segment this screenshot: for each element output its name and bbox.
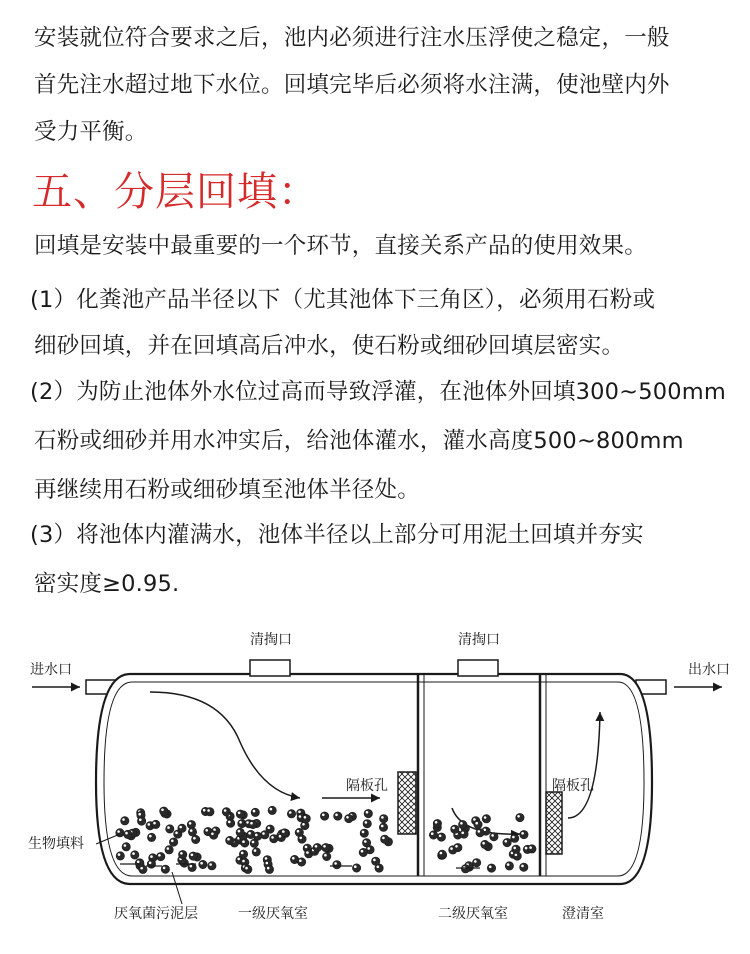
filler-ball-highlight: [525, 847, 528, 850]
filler-ball-highlight: [237, 858, 240, 861]
filler-ball: [454, 843, 462, 851]
filler-ball-highlight: [252, 841, 255, 844]
filler-ball: [280, 829, 288, 837]
filler-ball: [199, 860, 207, 868]
filler-ball-highlight: [440, 852, 443, 855]
filler-ball: [188, 828, 196, 836]
filler-ball: [460, 830, 468, 838]
filler-ball: [252, 848, 260, 856]
filler-ball-highlight: [175, 832, 178, 835]
filler-ball-highlight: [137, 861, 140, 864]
intro-line-2: 首先注水超过地下水位。回填完毕后必须将水注满，使池壁内外: [34, 72, 670, 98]
filler-ball: [137, 817, 145, 825]
filler-ball: [152, 820, 160, 828]
filler-ball-highlight: [475, 822, 478, 825]
filler-ball-highlight: [367, 847, 370, 850]
filler-ball: [249, 820, 257, 828]
filler-ball-highlight: [238, 812, 241, 815]
filler-ball-highlight: [322, 814, 325, 817]
filler-ball-highlight: [122, 818, 125, 821]
filler-ball-highlight: [242, 840, 245, 843]
filler-ball-highlight: [238, 830, 241, 833]
filler-ball: [438, 850, 446, 858]
filler-ball: [161, 865, 169, 873]
body-line-5: 石粉或细砂并用水冲实后，给池体灌水，灌水高度500~800mm: [34, 428, 684, 454]
filler-ball: [178, 824, 186, 832]
filler-ball-highlight: [149, 862, 152, 865]
filler-ball-highlight: [323, 845, 326, 848]
inlet-label: 进水口: [30, 662, 72, 678]
filler-ball: [482, 815, 490, 823]
filler-ball-highlight: [227, 838, 230, 841]
filler-ball: [362, 839, 370, 847]
filler-ball-highlight: [529, 846, 532, 849]
filler-ball-highlight: [439, 835, 442, 838]
filler-ball: [239, 850, 247, 858]
filler-ball-highlight: [362, 831, 365, 834]
filler-ball-highlight: [117, 830, 120, 833]
filler-ball-highlight: [211, 833, 214, 836]
filler-ball: [503, 838, 511, 846]
filler-ball: [165, 846, 173, 854]
chamber-1-label: 一级厌氧室: [238, 906, 308, 922]
filler-ball-highlight: [373, 859, 376, 862]
filler-ball: [352, 864, 360, 872]
filler-ball: [135, 859, 143, 867]
filler-ball: [121, 817, 129, 825]
filler-ball: [244, 865, 252, 873]
filler-ball-highlight: [289, 811, 292, 814]
filler-ball-highlight: [452, 827, 455, 830]
filler-ball: [226, 819, 234, 827]
filler-ball-highlight: [118, 853, 121, 856]
filler-ball-highlight: [149, 835, 152, 838]
filler-ball-highlight: [180, 852, 183, 855]
filler-ball-highlight: [521, 832, 524, 835]
filler-ball-highlight: [153, 822, 156, 825]
filler-ball: [520, 830, 528, 838]
filler-ball-highlight: [138, 813, 141, 816]
filler-ball-highlight: [381, 825, 384, 828]
filler-ball-highlight: [191, 854, 194, 857]
filler-ball: [433, 819, 441, 827]
filler-ball: [451, 825, 459, 833]
filler-ball-highlight: [268, 827, 271, 830]
filler-ball-highlight: [474, 860, 477, 863]
filler-ball: [360, 829, 368, 837]
filler-ball: [474, 820, 482, 828]
septic-tank-diagram: [0, 612, 750, 954]
body-line-6: 再继续用石粉或细砂填至池体半径处。: [34, 477, 420, 503]
filler-ball: [345, 814, 353, 822]
filler-ball: [461, 865, 469, 873]
filler-ball: [334, 812, 342, 820]
filler-ball-highlight: [515, 854, 518, 857]
filler-ball-highlight: [125, 832, 128, 835]
filler-ball: [166, 825, 174, 833]
filler-ball-highlight: [171, 840, 174, 843]
filler-ball: [490, 833, 498, 841]
filler-ball: [333, 861, 341, 869]
filler-ball: [122, 843, 130, 851]
filler-ball-highlight: [491, 834, 494, 837]
filler-ball-highlight: [366, 811, 369, 814]
filler-ball-highlight: [203, 809, 206, 812]
body-line-2: (1）化粪池产品半径以下（尤其池体下三角区），必须用石粉或: [30, 287, 656, 313]
filler-ball: [372, 857, 380, 865]
filler-ball-highlight: [306, 851, 309, 854]
body-line-7: (3）将池体内灌满水，池体半径以上部分可用泥土回填并夯实: [30, 522, 644, 548]
baffle-filter-1: [398, 772, 416, 834]
body-line-4: (2）为防止池体外水位过高而导致浮灌，在池体外回填300~500mm: [30, 379, 726, 405]
cleanout-label-1: 清掏口: [250, 632, 292, 648]
filler-ball: [302, 814, 310, 822]
filler-ball-highlight: [209, 863, 212, 866]
filler-ball-highlight: [207, 809, 210, 812]
filler-ball-highlight: [298, 811, 301, 814]
body-line-3: 细砂回填，并在回填高后冲水，使石粉或细砂回填层密实。: [34, 333, 625, 359]
filler-ball-highlight: [228, 821, 231, 824]
baffle-hole-label-1: 隔板孔: [346, 778, 388, 794]
filler-ball-highlight: [179, 826, 182, 829]
filler-ball-highlight: [512, 836, 515, 839]
filler-ball: [241, 839, 249, 847]
filler-ball-highlight: [205, 829, 208, 832]
filler-ball: [429, 831, 437, 839]
filler-ball: [206, 808, 214, 816]
filler-ball: [192, 835, 200, 843]
filler-ball: [364, 809, 372, 817]
filler-ball: [116, 852, 124, 860]
intro-line-3: 受力平衡。: [34, 119, 148, 145]
filler-ball-highlight: [517, 815, 520, 818]
filler-ball: [320, 812, 328, 820]
filler-ball-highlight: [299, 815, 302, 818]
filler-ball: [124, 830, 132, 838]
filler-ball-highlight: [305, 846, 308, 849]
filler-ball-highlight: [324, 854, 327, 857]
filler-ball-highlight: [473, 818, 476, 821]
filler-ball-highlight: [270, 808, 273, 811]
filler-ball-highlight: [361, 850, 364, 853]
filler-ball-highlight: [250, 822, 253, 825]
filler-ball: [160, 807, 168, 815]
filler-ball: [147, 833, 155, 841]
filler-ball-highlight: [267, 867, 270, 870]
filler-ball: [380, 815, 388, 823]
filler-ball: [208, 862, 216, 870]
filler-ball: [157, 852, 165, 860]
filler-ball-highlight: [254, 849, 257, 852]
filler-ball: [528, 845, 536, 853]
filler-ball-highlight: [455, 845, 458, 848]
filler-ball-highlight: [200, 862, 203, 865]
filler-ball-highlight: [478, 830, 481, 833]
filler-ball-highlight: [245, 867, 248, 870]
filler-ball-highlight: [513, 847, 516, 850]
filler-ball-highlight: [382, 837, 385, 840]
filler-ball-highlight: [431, 832, 434, 835]
filler-ball: [268, 806, 276, 814]
filler-ball: [147, 860, 155, 868]
filler-ball: [381, 835, 389, 843]
filler-ball-highlight: [266, 862, 269, 865]
filler-ball-highlight: [484, 816, 487, 819]
filler-ball-highlight: [239, 821, 242, 824]
filler-ball-highlight: [224, 809, 227, 812]
chamber-2-label: 二级厌氧室: [438, 906, 508, 922]
section-heading: 五、分层回填：: [32, 169, 319, 215]
filler-ball: [363, 820, 371, 828]
filler-ball: [459, 820, 467, 828]
filler-ball: [511, 834, 519, 842]
filler-ball: [487, 864, 495, 872]
filler-ball-highlight: [507, 863, 510, 866]
filler-ball: [210, 831, 218, 839]
chamber-3-label: 澄清室: [562, 906, 604, 922]
filler-ball-highlight: [253, 810, 256, 813]
filler-ball: [290, 855, 298, 863]
filler-ball: [516, 813, 524, 821]
filler-ball: [265, 865, 273, 873]
filler-ball-highlight: [148, 823, 151, 826]
baffle-filter-2: [546, 792, 562, 854]
filler-ball-highlight: [262, 832, 265, 835]
filler-ball-highlight: [271, 836, 274, 839]
filler-ball-highlight: [346, 816, 349, 819]
filler-ball: [512, 845, 520, 853]
filler-ball-highlight: [354, 865, 357, 868]
filler-ball: [359, 848, 367, 856]
filler-ball: [476, 829, 484, 837]
filler-ball-highlight: [124, 844, 127, 847]
filler-ball-highlight: [304, 816, 307, 819]
filler-ball-highlight: [460, 822, 463, 825]
filler-ball: [295, 828, 303, 836]
filler-ball: [437, 833, 445, 841]
filler-ball: [379, 823, 387, 831]
filler-ball: [169, 838, 177, 846]
body-line-1: 回填是安装中最重要的一个环节，直接关系产品的使用效果。: [34, 233, 647, 259]
bio-filler-label: 生物填料: [28, 836, 84, 852]
filler-ball-highlight: [365, 821, 368, 824]
filler-ball-highlight: [190, 865, 193, 868]
filler-ball-highlight: [255, 834, 258, 837]
filler-ball: [287, 810, 295, 818]
cleanout-cap-1: [250, 660, 290, 676]
filler-ball-highlight: [167, 847, 170, 850]
filler-ball: [226, 836, 234, 844]
filler-ball-highlight: [193, 837, 196, 840]
filler-ball: [322, 843, 330, 851]
filler-ball-highlight: [335, 814, 338, 817]
filler-ball-highlight: [132, 852, 135, 855]
baffle-hole-label-2: 隔板孔: [552, 778, 594, 794]
filler-ball: [481, 840, 489, 848]
filler-ball-highlight: [482, 842, 485, 845]
body-line-8: 密实度≥0.95.: [34, 571, 180, 597]
filler-ball-highlight: [297, 830, 300, 833]
filler-ball-highlight: [505, 840, 508, 843]
filler-ball-highlight: [241, 852, 244, 855]
filler-ball-highlight: [364, 840, 367, 843]
filler-ball: [131, 851, 139, 859]
filler-ball-highlight: [315, 845, 318, 848]
filler-ball: [313, 843, 321, 851]
filler-ball-highlight: [139, 819, 142, 822]
filler-ball-highlight: [242, 860, 245, 863]
filler-ball-highlight: [248, 832, 251, 835]
filler-ball-highlight: [265, 857, 268, 860]
cleanout-cap-2: [458, 660, 498, 676]
filler-ball: [189, 852, 197, 860]
filler-ball-highlight: [150, 855, 153, 858]
sludge-layer-label: 厌氧菌污泥层: [114, 906, 198, 922]
filler-ball: [251, 808, 259, 816]
filler-ball: [236, 810, 244, 818]
filler-ball-highlight: [381, 816, 384, 819]
filler-ball-highlight: [302, 823, 305, 826]
filler-ball: [222, 808, 230, 816]
filler-ball: [520, 863, 528, 871]
filler-ball: [323, 852, 331, 860]
filler-ball-highlight: [190, 829, 193, 832]
filler-ball-highlight: [299, 859, 302, 862]
filler-ball-highlight: [189, 822, 192, 825]
filler-ball-highlight: [489, 866, 492, 869]
filler-ball: [236, 828, 244, 836]
outlet-label: 出水口: [688, 662, 730, 678]
filler-ball-highlight: [163, 867, 166, 870]
filler-ball-highlight: [377, 866, 380, 869]
filler-ball: [472, 859, 480, 867]
filler-ball: [253, 832, 261, 840]
filler-ball-highlight: [158, 854, 161, 857]
filler-ball-highlight: [521, 865, 524, 868]
filler-ball-highlight: [282, 830, 285, 833]
filler-ball-highlight: [461, 832, 464, 835]
filler-ball-highlight: [167, 826, 170, 829]
filler-ball-highlight: [334, 862, 337, 865]
filler-ball: [179, 850, 187, 858]
filler-ball-highlight: [292, 857, 295, 860]
intro-line-1: 安装就位符合要求之后，池内必须进行注水压浮使之稳定，一般: [34, 25, 670, 51]
filler-ball: [505, 862, 513, 870]
cleanout-label-2: 清掏口: [458, 632, 500, 648]
filler-ball-highlight: [435, 821, 438, 824]
filler-ball-highlight: [450, 847, 453, 850]
filler-ball-highlight: [161, 809, 164, 812]
